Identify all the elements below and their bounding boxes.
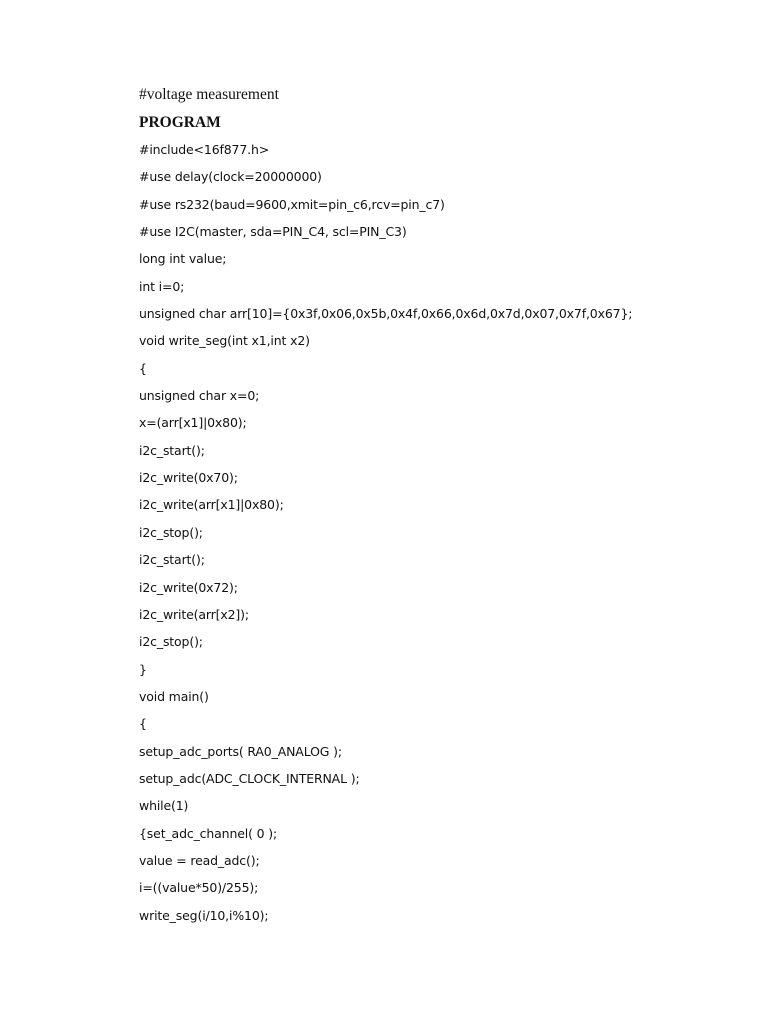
- code-line: i2c_stop();: [139, 634, 203, 650]
- code-line: value = read_adc();: [139, 852, 260, 868]
- program-label: PROGRAM: [139, 114, 221, 131]
- code-line: while(1): [139, 798, 189, 814]
- code-line: #use delay(clock=20000000): [139, 169, 322, 185]
- code-line: i2c_write(0x70);: [139, 470, 238, 486]
- code-line: i=((value*50)/255);: [139, 880, 259, 896]
- document-heading: #voltage measurement: [139, 86, 279, 103]
- code-line: }: [139, 661, 147, 677]
- code-line: setup_adc_ports( RA0_ANALOG );: [139, 743, 342, 759]
- code-line: unsigned char x=0;: [139, 388, 260, 404]
- code-line: #use rs232(baud=9600,xmit=pin_c6,rcv=pin_c7): [139, 196, 445, 212]
- code-line: #use I2C(master, sda=PIN_C4, scl=PIN_C3): [139, 224, 407, 240]
- code-line: #include<16f877.h>: [139, 142, 270, 157]
- code-line: int i=0;: [139, 278, 185, 294]
- code-line: {: [139, 360, 147, 376]
- code-listing: [139, 141, 632, 934]
- code-line: i2c_start();: [139, 442, 205, 458]
- code-line: i2c_write(arr[x1]|0x80);: [139, 497, 284, 513]
- code-line: void write_seg(int x1,int x2): [139, 333, 310, 349]
- code-line: {set_adc_channel( 0 );: [139, 825, 278, 841]
- code-line: x=(arr[x1]|0x80);: [139, 415, 247, 431]
- code-line: {: [139, 716, 147, 732]
- code-line: i2c_stop();: [139, 524, 203, 540]
- code-line: i2c_start();: [139, 552, 205, 568]
- code-line: i2c_write(arr[x2]);: [139, 606, 249, 622]
- code-line: i2c_write(0x72);: [139, 579, 238, 595]
- code-line: write_seg(i/10,i%10);: [139, 907, 269, 923]
- code-line: setup_adc(ADC_CLOCK_INTERNAL );: [139, 770, 360, 786]
- code-line: long int value;: [139, 251, 227, 267]
- code-line: void main(): [139, 688, 209, 704]
- code-line: unsigned char arr[10]={0x3f,0x06,0x5b,0x4f,0x66,0x6d,0x7d,0x07,0x7f,0x67};: [139, 306, 633, 322]
